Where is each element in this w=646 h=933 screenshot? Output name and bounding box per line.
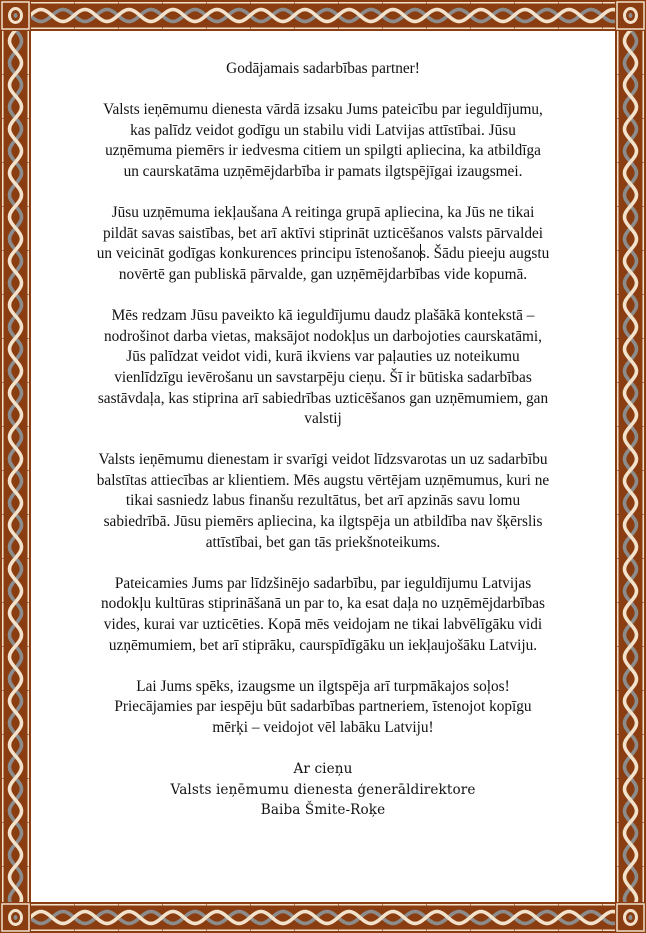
corner-ornament-icon [0,0,31,31]
text-line: vienlīdzīgu ievērošanu un savstarpēju cieņu. Šī ir būtiska sadarbības [114,368,532,386]
text-line: mērķi – veidojot vēl labāku Latviju! [212,719,434,736]
text-line: valstij [304,410,342,428]
paragraph-4 [31,450,615,553]
text-segment: Šādu pieeju augstu [433,245,550,263]
text-line: uzņēmumiem, bet arī stiprāku, caurspīdīgāku un iekļaujošāku Latviju. [108,636,538,654]
text-line: kas palīdz veidot godīgu un stabilu vidi Latvijas attīstībai. Jūsu [130,121,516,139]
text-line: Mēs redzam Jūsu paveikto kā ieguldījumu daudz plašākā kontekstā – [111,307,535,325]
text-segment: s. [420,245,430,263]
text-line: tikai sasniedz labus finanšu rezultātus, bet arī apzinās savu lomu [125,492,521,510]
text-line: Pateicamies Jums par līdzšinējo sadarbību, par ieguldījumu Latvijas [114,574,532,592]
braid-pattern-icon [615,30,646,903]
corner-ornament-icon [615,902,646,933]
text-line: sabiedrībā. Jūsu piemērs apliecina, ka ilgtspēja un atbildība nav šķērslis [103,513,543,531]
text-line: novērtē gan publiskā pārvalde, gan uzņēmējdarbības vide kopumā. [118,265,528,283]
letter-body [31,59,615,821]
signature-block [31,759,615,821]
border-bottom [30,902,616,933]
braid-pattern-icon [30,902,616,933]
text-segment: un veicināt godīgas konkurences principu īstenošano [96,245,421,263]
text-line: sastāvdaļa, kas stiprina arī sabiedrības uzticēšanos gan uzņēmumiem, gan [97,389,549,407]
text-line: Priecājamies par iespēju būt sadarbības partneriem, īstenojot kopīgu [114,698,532,716]
closing: Ar cieņu [293,761,353,778]
signer-title: Valsts ieņēmumu dienesta ģenerāldirektore [170,781,476,798]
border-top [30,0,616,31]
border-left [0,30,31,903]
corner-ornament-icon [0,902,31,933]
paragraph-2 [31,203,615,285]
signer-name: Baiba Šmite-Roķe [260,802,386,819]
paragraph-5 [31,574,615,656]
braid-pattern-icon [0,30,31,903]
letter-page [31,31,615,902]
text-line: nodokļu kultūras stiprināšanā un par to, ka esat daļa no uzņēmējdarbības [101,595,545,613]
text-line: Jūs palīdzat veidot vidi, kurā ikviens var paļauties uz noteikumu [126,348,520,366]
greeting: Godājamais sadarbības partner! [226,60,420,77]
text-line-with-caret[interactable] [31,244,615,265]
paragraph-6 [31,677,615,739]
text-line: attīstībai, bet gan tās priekšnoteikums. [205,533,441,551]
text-line: vides, kurai var uzticēties. Kopā mēs veidojam ne tikai labvēlīgāku vidi [103,616,543,634]
text-line: Valsts ieņēmumu dienesta vārdā izsaku Jums pateicību par ieguldījumu, [103,101,543,119]
text-line: Lai Jums spēks, izaugsme un ilgtspēja arī turpmākajos soļos! [136,677,510,695]
text-line: balstītas attiecības ar klientiem. Mēs augstu vērtējam uzņēmumus, kuri ne [96,471,550,489]
text-line: Valsts ieņēmumu dienestam ir svarīgi veidot līdzsvarotas un uz sadarbību [98,451,548,469]
paragraph-3 [31,306,615,430]
text-line: Jūsu uzņēmuma iekļaušana A reitinga grupā apliecina, ka Jūs ne tikai [111,204,535,222]
text-line: uzņēmuma piemērs ir iedvesma citiem un spilgti apliecina, ka atbildīga [105,142,541,160]
corner-ornament-icon [615,0,646,31]
border-right [615,30,646,903]
braid-pattern-icon [30,0,616,31]
text-line: pildāt savas saistības, bet arī aktīvi stiprināt uzticēšanos valsts pārvaldei [102,224,544,242]
text-line: nodrošinot darba vietas, maksājot nodokļus un darbojoties caurskatāmi, [104,327,542,345]
paragraph-1 [31,100,615,182]
text-line: un caurskatāma uzņēmējdarbība ir pamats ilgtspējīgai izaugsmei. [123,162,523,180]
